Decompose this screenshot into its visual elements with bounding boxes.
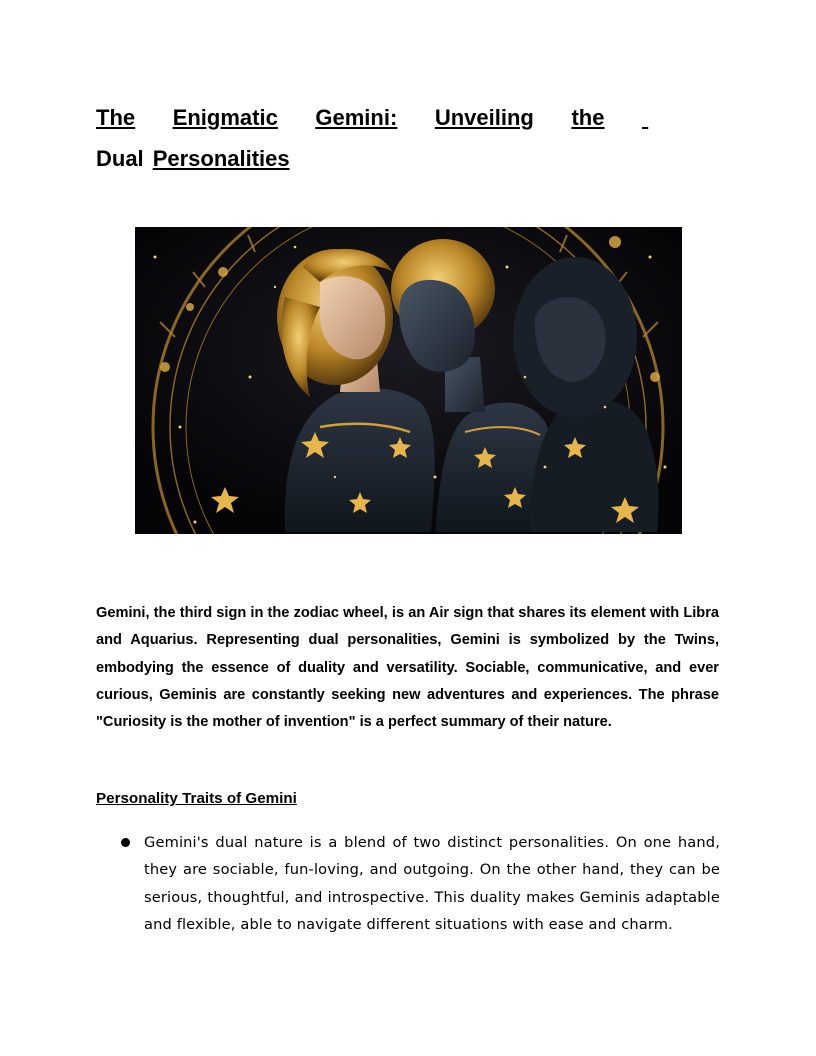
title-word: The <box>96 105 136 130</box>
title-word: Personalities <box>152 146 290 171</box>
title-word: Enigmatic <box>172 105 278 130</box>
title-underline-tail <box>642 97 720 138</box>
traits-list <box>96 829 720 938</box>
section-heading: Personality Traits of Gemini <box>96 790 297 807</box>
bullet-icon <box>121 838 130 847</box>
list-item <box>96 829 720 938</box>
title-word: the <box>571 105 605 130</box>
gemini-twins-image <box>135 227 682 534</box>
intro-paragraph: Gemini, the third sign in the zodiac wheel, is an Air sign that shares its element with Libra and Aquarius. Representing dual personalities, Gemini is symbolized by the Twins, embodying the essence of duality and versatility. Sociable, communicative, and ever curious, Geminis are constantly seeking new adventures and experiences. The phrase "Curiosity is the mother of invention" is a perfect summary of their nature. <box>96 605 719 731</box>
title-word: Gemini: <box>315 105 398 130</box>
title-word: Unveiling <box>434 105 534 130</box>
trait-text: Gemini's dual nature is a blend of two distinct personalities. On one hand, they are sociable, fun-loving, and outgoing. On the other hand, they can be serious, thoughtful, and introspective. This duality makes Geminis adaptable and flexible, able to navigate different situations with ease and charm. <box>144 834 720 933</box>
title-line-2 <box>96 138 720 179</box>
title-line-1 <box>96 97 720 138</box>
title-word: Dual <box>96 146 144 171</box>
page-title <box>96 97 720 179</box>
